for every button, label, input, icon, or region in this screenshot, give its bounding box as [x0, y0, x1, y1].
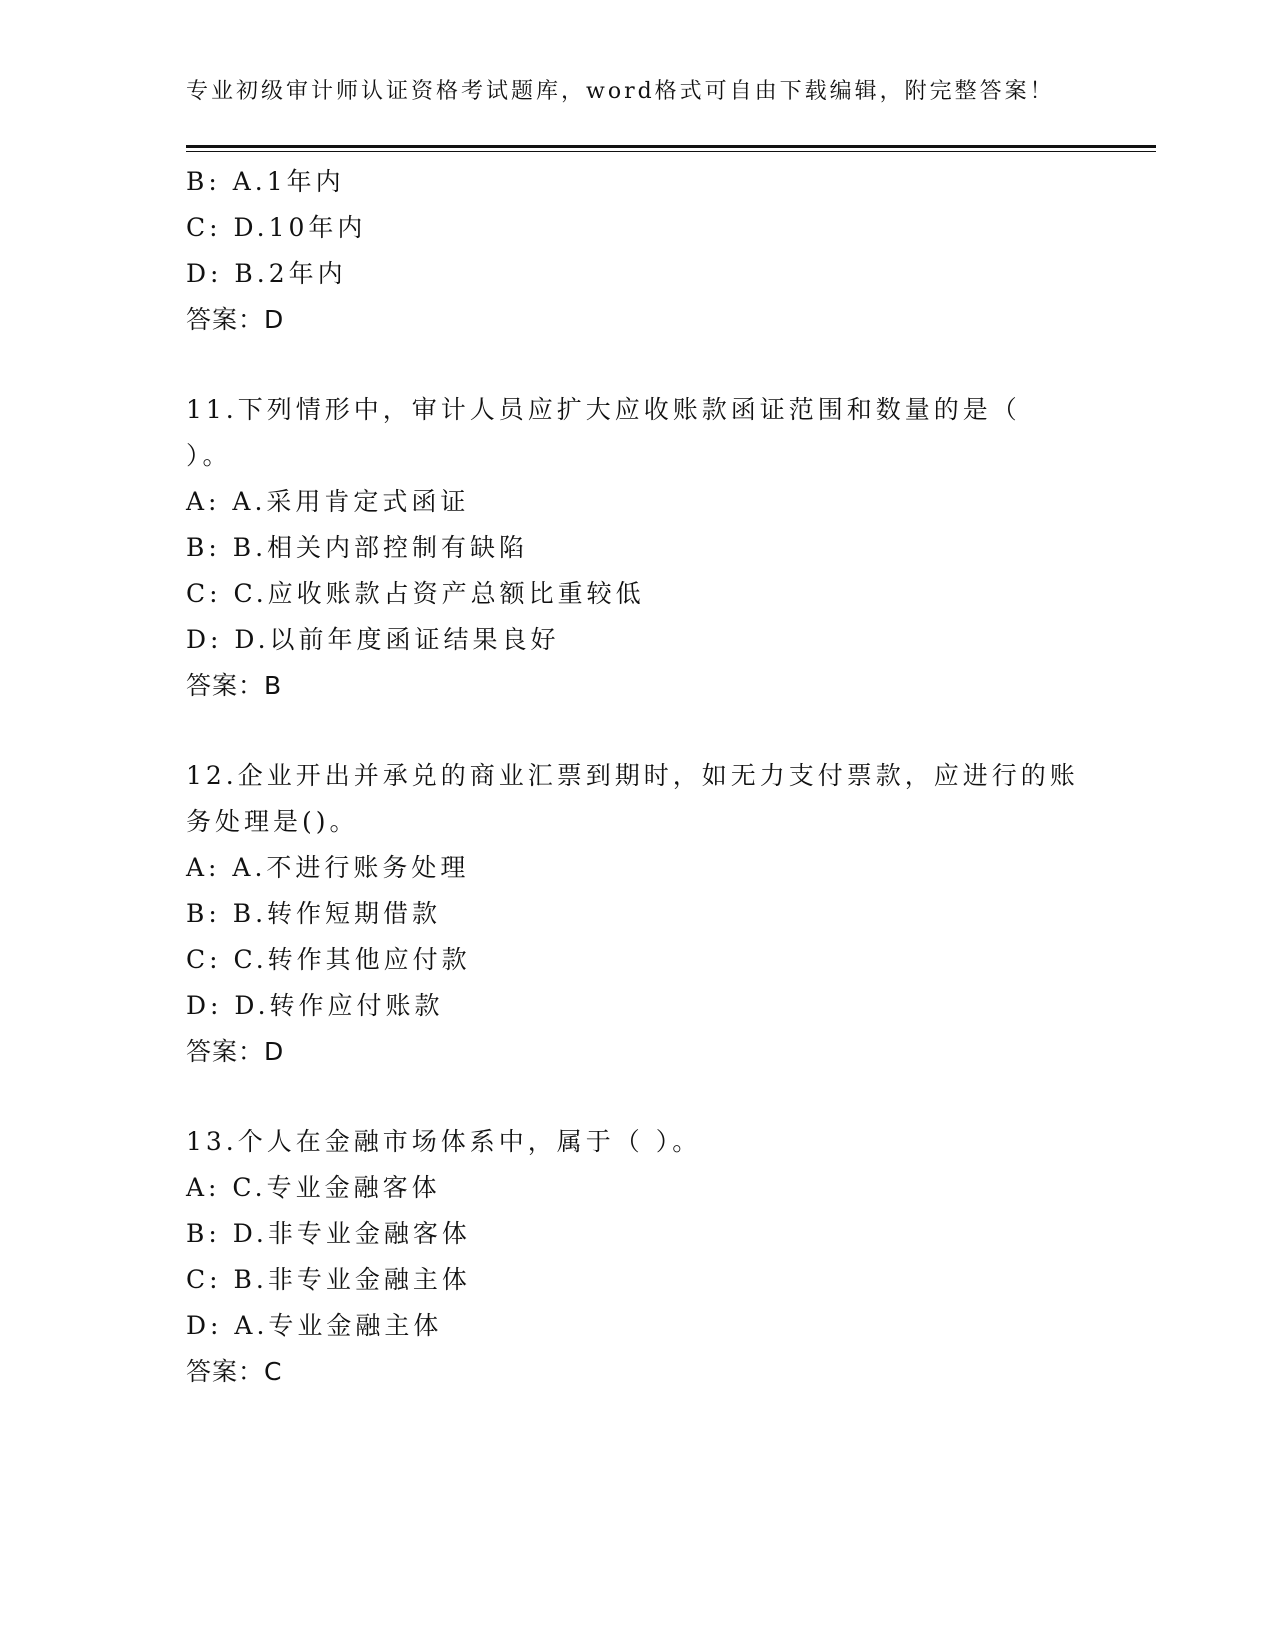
- option-b: B: A.1年内: [186, 167, 345, 196]
- option-c: C: C.应收账款占资产总额比重较低: [186, 579, 645, 608]
- page-header: 专业初级审计师认证资格考试题库，word格式可自由下载编辑，附完整答案！: [186, 79, 1055, 104]
- question-stem-line-2: 务处理是()。: [186, 807, 359, 836]
- option-c: C: D.10年内: [186, 213, 367, 242]
- option-d: D: A.专业金融主体: [186, 1311, 443, 1340]
- option-a: A: C.专业金融客体: [186, 1173, 441, 1202]
- option-d: D: D.以前年度函证结果良好: [186, 625, 560, 654]
- option-b: B: B.转作短期借款: [186, 899, 442, 928]
- question-11: [186, 387, 1086, 709]
- question-13: [186, 1119, 1086, 1395]
- question-stem-line-1: 12.企业开出并承兑的商业汇票到期时，如无力支付票款，应进行的账: [186, 761, 1079, 790]
- spacer: [186, 1075, 1086, 1119]
- option-b: B: D.非专业金融客体: [186, 1219, 471, 1248]
- answer-line: 答案：B: [186, 671, 283, 700]
- option-a: A: A.不进行账务处理: [186, 853, 470, 882]
- option-c: C: B.非专业金融主体: [186, 1265, 471, 1294]
- option-d: D: B.2年内: [186, 259, 347, 288]
- option-d: D: D.转作应付账款: [186, 991, 444, 1020]
- answer-line: 答案：D: [186, 1037, 285, 1066]
- question-stem-line-1: 13.个人在金融市场体系中，属于（ ）。: [186, 1127, 702, 1156]
- spacer: [186, 709, 1086, 753]
- option-c: C: C.转作其他应付款: [186, 945, 471, 974]
- answer-line: 答案：D: [186, 305, 285, 334]
- question-10-partial: [186, 159, 1086, 343]
- header-rule-thick: [186, 145, 1156, 148]
- question-stem-line-2: ）。: [186, 441, 232, 470]
- option-a: A: A.采用肯定式函证: [186, 487, 470, 516]
- question-list: [186, 159, 1086, 1395]
- header-rule-thin: [186, 151, 1156, 152]
- question-12: [186, 753, 1086, 1075]
- spacer: [186, 343, 1086, 387]
- answer-line: 答案：C: [186, 1357, 283, 1386]
- question-stem-line-1: 11.下列情形中，审计人员应扩大应收账款函证范围和数量的是（: [186, 395, 1021, 424]
- option-b: B: B.相关内部控制有缺陷: [186, 533, 529, 562]
